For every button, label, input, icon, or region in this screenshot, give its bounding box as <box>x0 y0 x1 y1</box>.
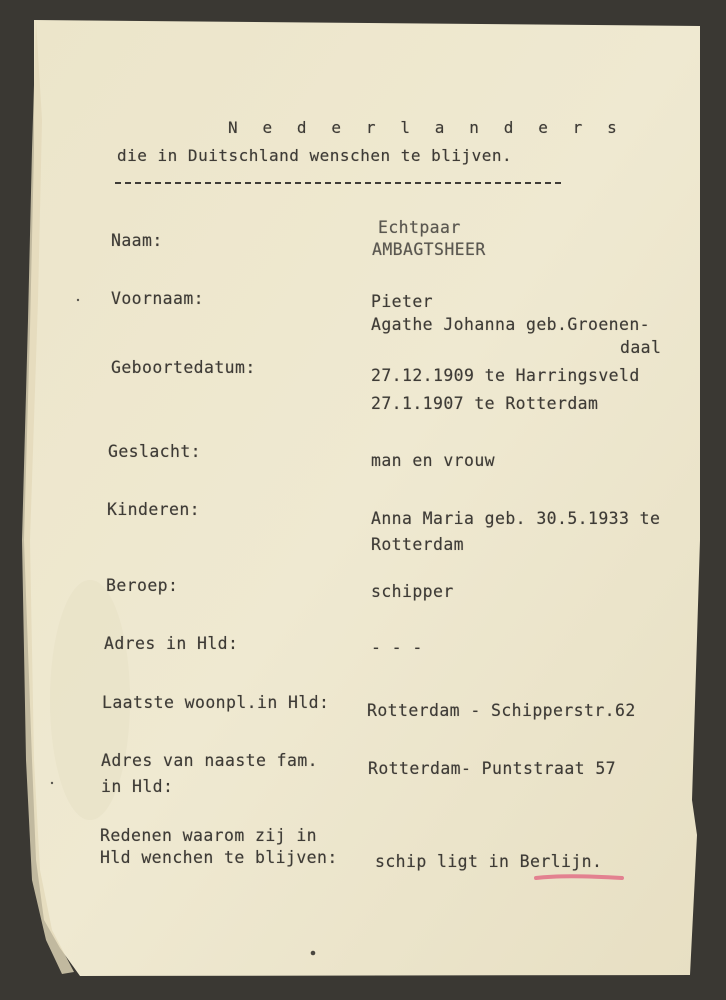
naam-label: Naam: <box>111 231 163 250</box>
document-title: N e d e r l a n d e r s <box>228 118 625 137</box>
adres-familie-value: Rotterdam- Puntstraat 57 <box>368 759 617 778</box>
naam-value-line-1: Echtpaar <box>378 218 461 237</box>
redenen-value: schip ligt in Berlijn. <box>375 852 603 871</box>
kinderen-label: Kinderen: <box>107 500 201 519</box>
geboortedatum-value-line-1: 27.12.1909 te Harringsveld <box>371 366 640 385</box>
geslacht-value: man en vrouw <box>371 451 496 470</box>
voornaam-value-line-1: Pieter <box>371 292 434 311</box>
geboortedatum-label: Geboortedatum: <box>111 358 256 377</box>
laatste-woonplaats-label: Laatste woonpl.in Hld: <box>102 693 330 712</box>
voornaam-label: Voornaam: <box>111 289 205 308</box>
beroep-value: schipper <box>371 582 454 601</box>
geslacht-label: Geslacht: <box>108 442 202 461</box>
beroep-label: Beroep: <box>106 576 179 595</box>
adres-familie-label-line-1: Adres van naaste fam. <box>101 751 319 770</box>
title-divider <box>115 182 561 184</box>
redenen-label-line-1: Redenen waarom zij in <box>100 826 318 845</box>
adres-familie-label-line-2: in Hld: <box>101 777 174 796</box>
voornaam-value-line-3: daal <box>620 338 662 357</box>
kinderen-value-line-1: Anna Maria geb. 30.5.1933 te <box>371 509 661 528</box>
redenen-label-line-2: Hld wenchen te blijven: <box>100 848 338 867</box>
kinderen-value-line-2: Rotterdam <box>371 535 465 554</box>
adres-value: - - - <box>371 638 423 657</box>
adres-label: Adres in Hld: <box>104 634 239 653</box>
naam-value-line-2: AMBAGTSHEER <box>372 240 486 259</box>
laatste-woonplaats-value: Rotterdam - Schipperstr.62 <box>367 701 636 720</box>
underline-mark <box>530 870 630 886</box>
document-subtitle: die in Duitschland wenschen te blijven. <box>117 146 513 165</box>
voornaam-value-line-2: Agathe Johanna geb.Groenen- <box>371 315 651 334</box>
geboortedatum-value-line-2: 27.1.1907 te Rotterdam <box>371 394 599 413</box>
